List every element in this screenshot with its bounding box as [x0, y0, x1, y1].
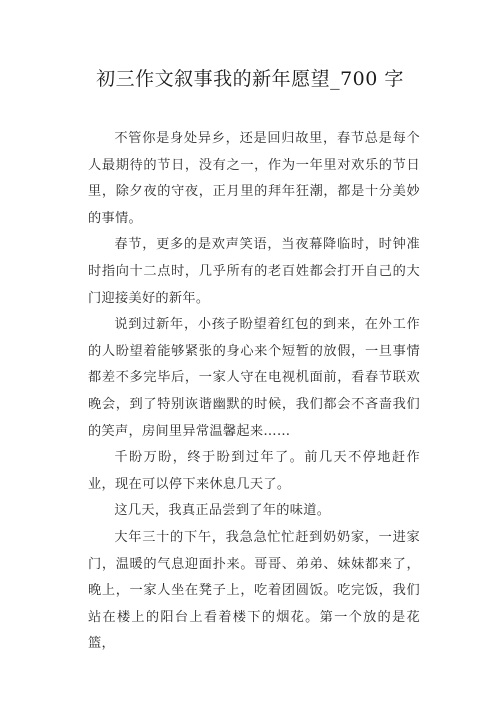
paragraph: 千盼万盼，终于盼到过年了。前几天不停地赶作业，现在可以停下来休息几天了。 [88, 450, 420, 492]
paragraph: 不管你是身处异乡，还是回归故里，春节总是每个人最期待的节日，没有之一，作为一年里对欢乐的节日里，除夕夜的守夜，正月里的拜年狂潮，都是十分美妙的事情。 [88, 131, 420, 226]
paragraph: 这几天，我真正品尝到了年的味道。 [114, 503, 331, 519]
paragraph: 大年三十的下午，我急急忙忙赶到奶奶家，一进家门，温暖的气息迎面扑来。哥哥、弟弟、妹妹都来了，晚上，一家人坐在凳子上，吃着团圆饭。吃完饭，我们站在楼上的阳台上看着楼下的烟花。第一个放的是花篮， [88, 529, 420, 652]
document-title: 初三作文叙事我的新年愿望_700 字 [96, 68, 404, 90]
paragraph: 说到过新年，小孩子盼望着红包的到来，在外工作的人盼望着能够紧张的身心来个短暂的放假，一旦事情都差不多完毕后，一家人守在电视机面前，看春节联欢晚会，到了特别诙谐幽默的时候，我们都会不吝啬我们的笑声，房间里异常温馨起来…… [88, 317, 420, 439]
document-body [88, 126, 420, 658]
paragraph: 春节，更多的是欢声笑语，当夜幕降临时，时钟准时指向十二点时，几乎所有的老百姓都会打开自己的大门迎接美好的新年。 [88, 237, 420, 306]
